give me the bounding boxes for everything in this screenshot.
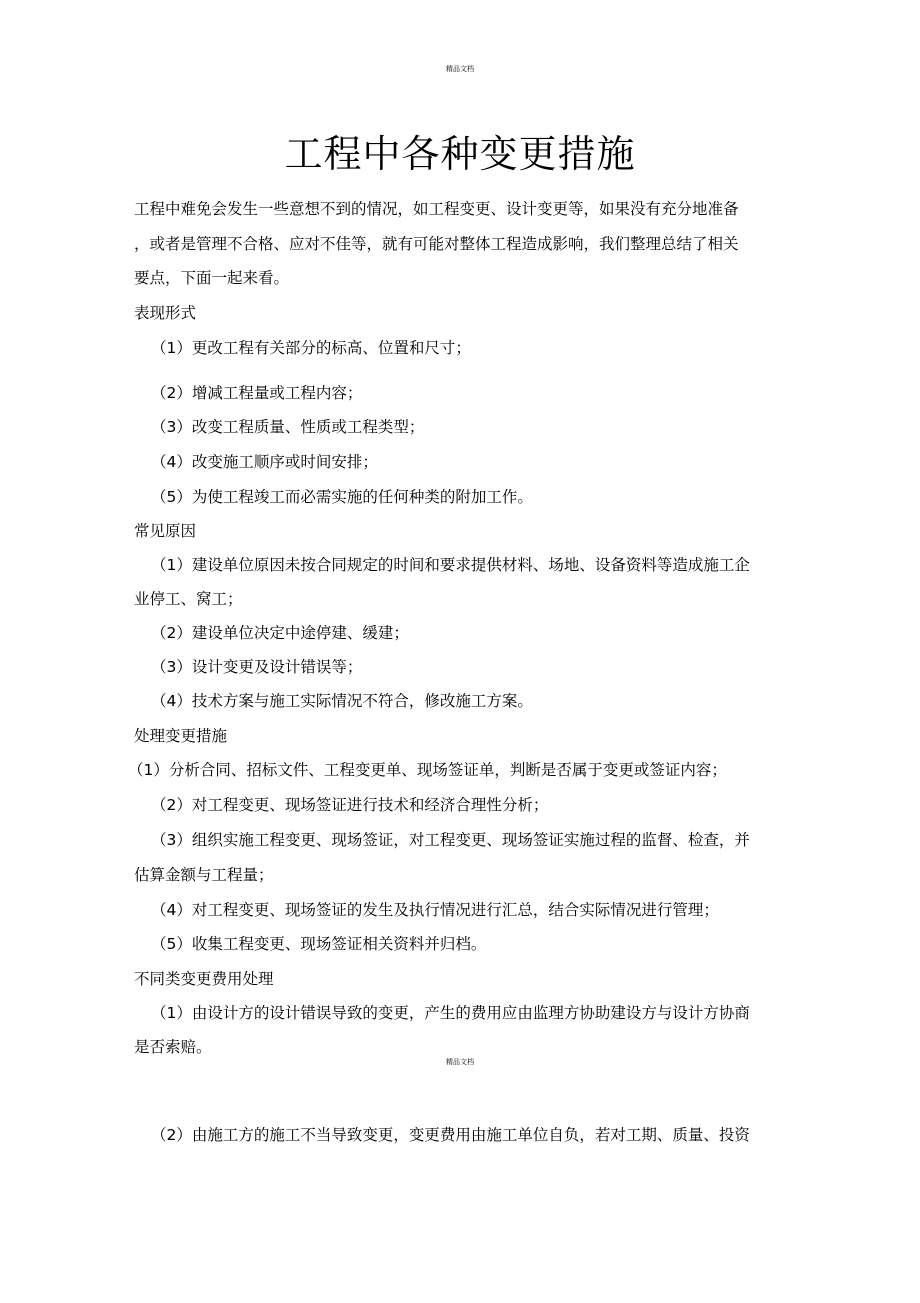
- list-item: （1）建设单位原因未按合同规定的时间和要求提供材料、场地、设备资料等造成施工企: [151, 556, 750, 574]
- list-item: （1）由设计方的设计错误导致的变更，产生的费用应由监理方协助建设方与设计方协商: [151, 1004, 750, 1022]
- list-item: （4）对工程变更、现场签证的发生及执行情况进行汇总，结合实际情况进行管理；: [151, 901, 719, 919]
- list-item: （3）组织实施工程变更、现场签证，对工程变更、现场签证实施过程的监督、检查，并: [151, 831, 750, 849]
- list-item: （5）为使工程竣工而必需实施的任何种类的附加工作。: [151, 488, 533, 506]
- list-item: （5）收集工程变更、现场签证相关资料并归档。: [151, 935, 487, 953]
- list-item-continuation: 业停工、窝工；: [134, 590, 243, 608]
- intro-line: ，或者是管理不合格、应对不佳等，就有可能对整体工程造成影响，我们整理总结了相关: [134, 235, 739, 253]
- list-item: （2）对工程变更、现场签证进行技术和经济合理性分析；: [151, 796, 549, 814]
- page-footer-note: 精品文档: [446, 1058, 474, 1066]
- intro-line: 工程中难免会发生一些意想不到的情况，如工程变更、设计变更等，如果没有充分地准备: [134, 200, 739, 218]
- document-title: 工程中各种变更措施: [284, 132, 636, 176]
- list-item: （2）增减工程量或工程内容；: [151, 384, 363, 402]
- section-heading: 不同类变更费用处理: [134, 970, 274, 988]
- list-item: （3）改变工程质量、性质或工程类型；: [151, 418, 425, 436]
- intro-line: 要点，下面一起来看。: [134, 269, 290, 287]
- list-item: （2）由施工方的施工不当导致变更，变更费用由施工单位自负，若对工期、质量、投资: [151, 1126, 750, 1144]
- list-item-continuation: 估算金额与工程量；: [134, 866, 274, 884]
- section-heading: 处理变更措施: [134, 727, 228, 745]
- list-item: （4）改变施工顺序或时间安排；: [151, 453, 378, 471]
- list-item: （1）分析合同、招标文件、工程变更单、现场签证单，判断是否属于变更或签证内容；: [128, 761, 727, 779]
- list-item: （2）建设单位决定中途停建、缓建；: [151, 624, 409, 642]
- page-header-note: 精品文档: [446, 65, 474, 73]
- section-heading: 表现形式: [134, 304, 197, 322]
- list-item-continuation: 是否索赔。: [134, 1038, 212, 1056]
- list-item: （4）技术方案与施工实际情况不符合，修改施工方案。: [151, 692, 533, 710]
- section-heading: 常见原因: [134, 522, 197, 540]
- list-item: （1）更改工程有关部分的标高、位置和尺寸；: [151, 339, 471, 357]
- list-item: （3）设计变更及设计错误等；: [151, 658, 363, 676]
